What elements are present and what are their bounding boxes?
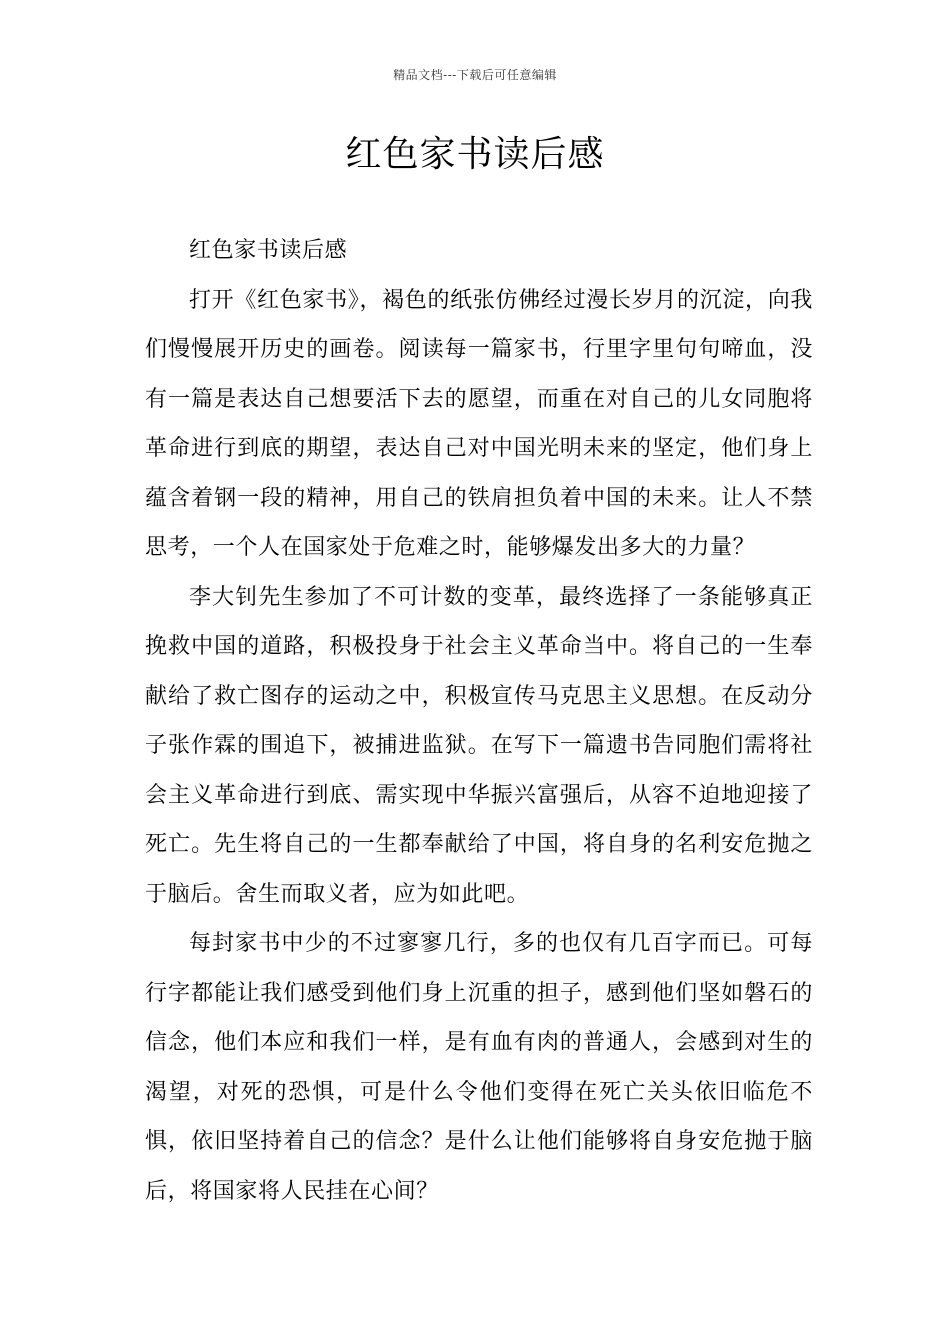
paragraph-1: 打开《红色家书》，褐色的纸张仿佛经过漫长岁月的沉淀，向我们慢慢展开历史的画卷。阅读每一篇家书，行里字里句句啼血，没有一篇是表达自己想要活下去的愿望，而重在对自己的儿女同胞将革命进行到底的期望，表达自己对中国光明未来的坚定，他们身上蕴含着钢一段的精神，用自己的铁肩担负着中国的未来。让人不禁思考，一个人在国家处于危难之时，能够爆发出多大的力量？ (145, 287, 813, 560)
paragraph-subtitle: 红色家书读后感 (189, 238, 348, 263)
page-title: 红色家书读后感 (345, 134, 605, 175)
header-note: 精品文档---下载后可任意编辑 (393, 68, 557, 82)
document-body (145, 226, 813, 1216)
paragraph-3: 每封家书中少的不过寥寥几行，多的也仅有几百字而已。可每行字都能让我们感受到他们身上沉重的担子，感到他们坚如磐石的信念，他们本应和我们一样，是有血有肉的普通人，会感到对生的渴望，对死的恐惧，可是什么令他们变得在死亡关头依旧临危不惧，依旧坚持着自己的信念？是什么让他们能够将自身安危抛于脑后，将国家将人民挂在心间？ (145, 931, 813, 1204)
paragraph-2: 李大钊先生参加了不可计数的变革，最终选择了一条能够真正挽救中国的道路，积极投身于社会主义革命当中。将自己的一生奉献给了救亡图存的运动之中，积极宣传马克思主义思想。在反动分子张作霖的围追下，被捕进监狱。在写下一篇遗书告同胞们需将社会主义革命进行到底、需实现中华振兴富强后，从容不迫地迎接了死亡。先生将自己的一生都奉献给了中国，将自身的名利安危抛之于脑后。舍生而取义者，应为如此吧。 (145, 584, 813, 907)
